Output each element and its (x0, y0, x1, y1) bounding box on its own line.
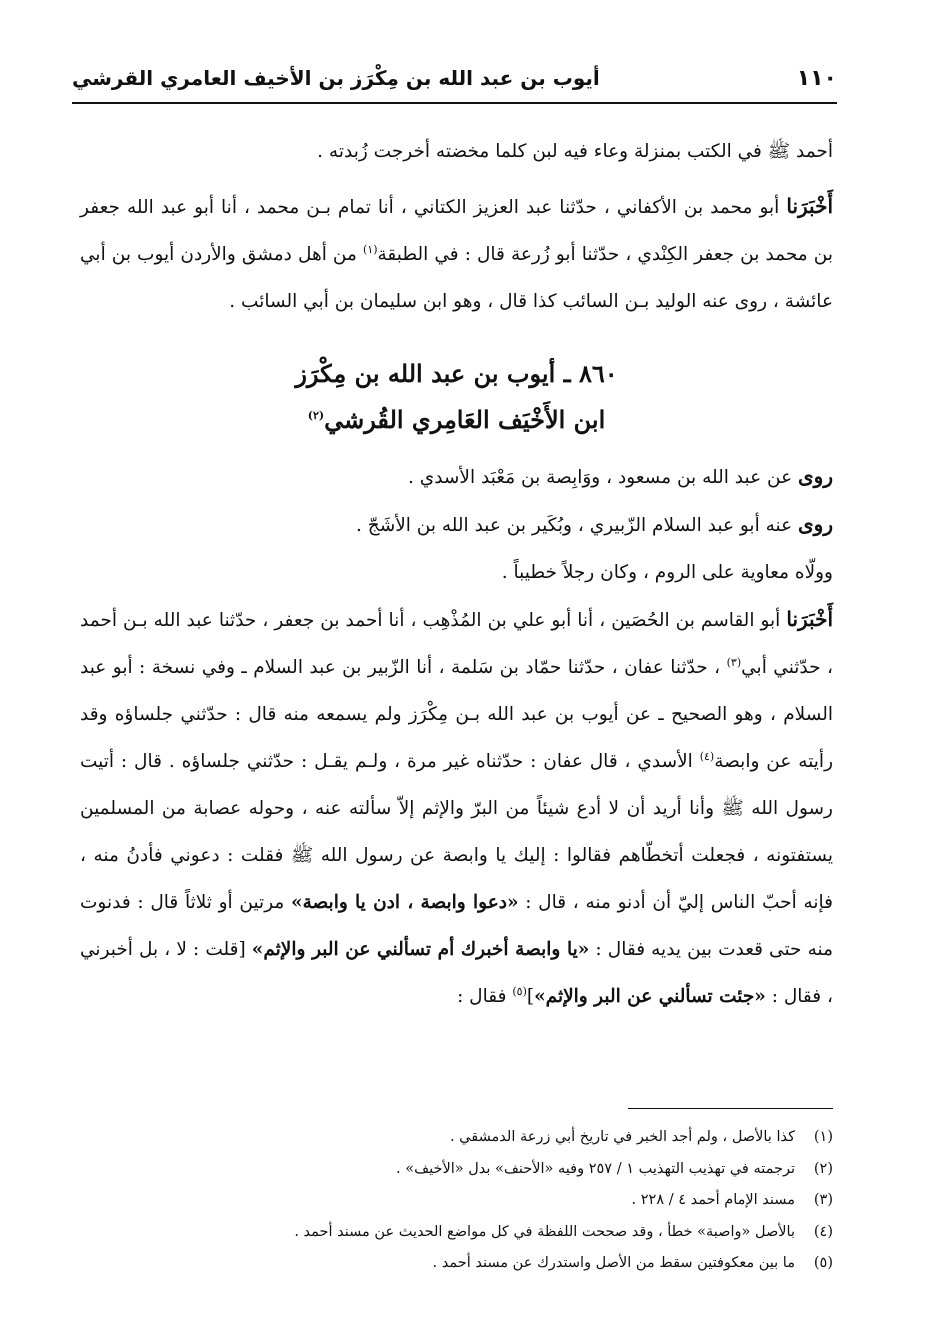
footnote-separator (628, 1108, 833, 1109)
footnote-text: ترجمته في تهذيب التهذيب ١ / ٢٥٧ وفيه «الأحنف» بدل «الأخيف» . (396, 1160, 795, 1177)
paragraph-text: عن عبد الله بن مسعود ، ووَابِصة بن مَعْبَد الأسدي . (407, 467, 799, 488)
paragraph-text: من أهل دمشق والأردن أيوب بن أبي عائشة ، روى عنه الوليد بـن السائب كذا قال ، وهو ابن سليمان بن أبي السائب . (80, 244, 833, 312)
paragraph-text: وولّاه معاوية على الروم ، وكان رجلاً خطيباً . (501, 562, 833, 583)
footnote-number: (١) (813, 1129, 833, 1145)
paragraph-text: عنه أبو عبد السلام الزّبيري ، وبُكَير بن عبد الله بن الأشَجّ . (355, 515, 799, 536)
running-title: أيوب بن عبد الله بن مِكْرَز بن الأخيف العامري القرشي (72, 66, 600, 90)
paragraph-text: أحمد ﷺ في الكتب بمنزلة وعاء فيه لبن كلما مخضته أخرجت زُبدته . (317, 141, 833, 162)
footnote-2 (80, 1154, 833, 1186)
footnote-text: مسند الإمام أحمد ٤ / ٢٢٨ . (631, 1192, 795, 1208)
entry-heading-line1: ٨٦٠ ـ أيوب بن عبد الله بن مِكْرَز (295, 359, 618, 388)
paragraph-text: فقال : (457, 986, 513, 1007)
paragraph-akhbarana-2 (80, 596, 833, 1020)
footnote-number: (٢) (813, 1160, 833, 1177)
footnote-4 (80, 1217, 833, 1249)
paragraph-text: مرتين أو ثلاثاً قال : فدنوت منه حتى قعدت بين يديه فقال : (80, 892, 833, 960)
footnote-ref: (٥) (512, 984, 527, 998)
running-header (72, 62, 837, 104)
paragraph-text: [قلت : لا ، بل أخبرني ، فقال : (80, 939, 833, 1007)
paragraph-rawa-anhu (80, 501, 833, 549)
footnote-ref: (١) (362, 242, 378, 256)
footnote-text: كذا بالأصل ، ولم أجد الخبر في تاريخ أبي زرعة الدمشقي . (449, 1129, 795, 1145)
hadith-quote: «يا وابصة أخبرك أم تسألني عن البر والإثم» (251, 939, 590, 960)
paragraph-text: ] (526, 986, 535, 1007)
paragraph-text: أبو القاسم بن الحُصَين ، أنا أبو علي بن المُذْهِب ، أنا أحمد بن جعفر ، حدّثنا عبد الله بـن أحمد ، حدّثني أبي (80, 610, 833, 678)
main-text (80, 128, 833, 1020)
footnote-ref: (٢) (307, 409, 325, 422)
footnote-text: بالأصل «واصبة» خطأ ، وقد صححت اللفظة في كل مواضع الحديث عن مسند أحمد . (294, 1223, 795, 1240)
footnote-number: (٥) (813, 1255, 833, 1271)
paragraph-text: الأسدي ، قال عفان : حدّثناه غير مرة ، ولـم يقـل : حدّثني جلساؤه . قال : أتيت رسول الله ﷺ وأنا أريد أن لا أدع شيئاً من البرّ والإثم إلاّ سألته عنه ، وحوله عصابة من المسلمين يستفتونه ، فجعلت أتخطّاهم فقالوا : إليك يا وابصة عن رسول الله ﷺ فقلت : دعوني فأدنُ منه ، فإنه أحبّ الناس إليّ أن أدنو منه ، قال : (80, 751, 833, 913)
paragraph-akhbarana-1 (80, 183, 833, 325)
page-number: ١١٠ (796, 66, 837, 91)
footnote-1 (80, 1122, 833, 1154)
lead-word: روى (798, 464, 833, 488)
lead-word: أَخْبَرَنا (786, 607, 833, 631)
footnote-5 (80, 1248, 833, 1280)
footnotes (80, 1122, 833, 1280)
hadith-quote: «دعوا وابصة ، ادن يا وابصة» (291, 892, 519, 913)
lead-word: روى (798, 512, 833, 536)
paragraph-continuation (80, 128, 833, 175)
entry-heading-line2: ابن الأَخْيَف العَامِري القُرشي (324, 405, 606, 434)
footnote-ref: (٤) (699, 749, 715, 763)
paragraph-text: أبو محمد بن الأكفاني ، حدّثنا عبد العزيز الكتاني ، أنا تمام بـن محمد ، أنا أبو عبد الله جعفر بن محمد بن جعفر الكِنْدي ، حدّثنا أبو زُرعة قال : في الطبقة (80, 197, 833, 265)
lead-word: أَخْبَرَنا (786, 194, 833, 218)
footnote-text: ما بين معكوفتين سقط من الأصل واستدرك عن مسند أحمد . (432, 1255, 795, 1271)
paragraph-text: ، حدّثنا عفان ، حدّثنا حمّاد بن سَلمة ، أنا الزّبير بن عبد السلام ـ وفي نسخة : أبو عبد السلام ، وهو الصحيح ـ عن أيوب بن عبد الله بـن مِكْرَز ولم يسمعه منه قال : حدّثني جلساؤه وقد رأيته عن وابصة (80, 657, 834, 772)
paragraph-wallahu (80, 549, 833, 596)
footnote-3 (80, 1185, 833, 1217)
footnote-number: (٤) (813, 1223, 833, 1240)
footnote-number: (٣) (813, 1192, 833, 1208)
paragraph-rawa-an (80, 453, 833, 501)
header-rule (72, 102, 837, 104)
hadith-quote: «جئت تسألني عن البر والإثم» (534, 986, 766, 1007)
footnote-ref: (٣) (726, 655, 742, 669)
entry-heading (80, 351, 833, 443)
